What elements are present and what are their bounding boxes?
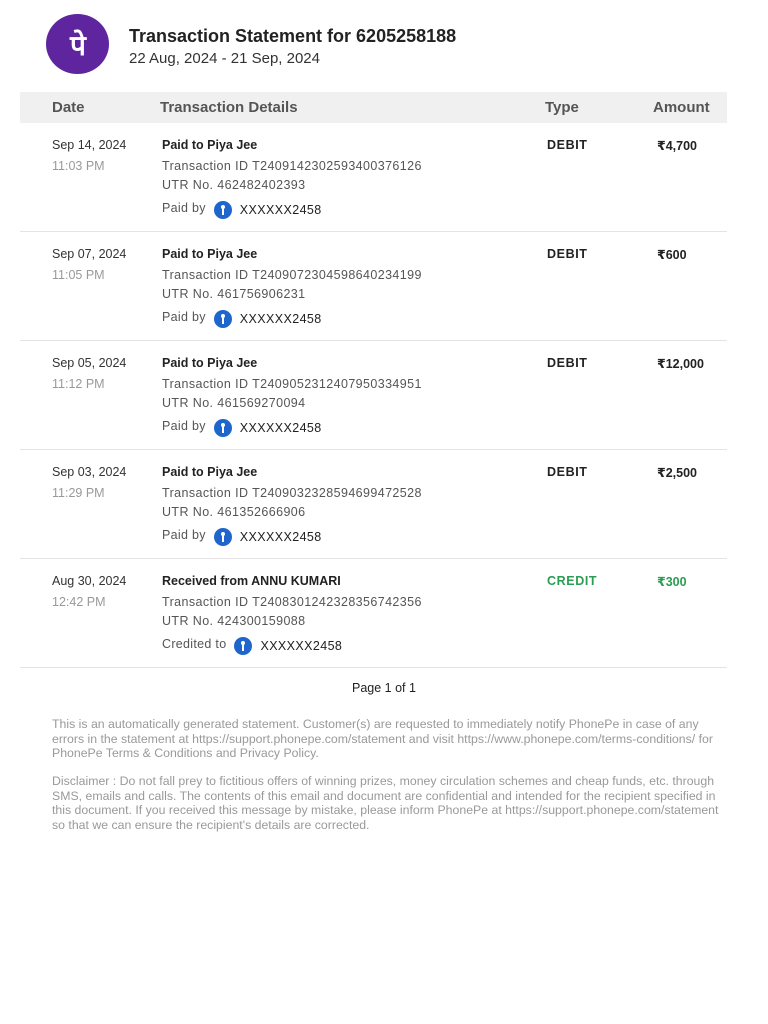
bank-icon: [214, 201, 232, 219]
statement-notice: This is an automatically generated statement. Customer(s) are requested to immediately notify PhonePe in case of any errors in the statement at https://support.phonepe.com/statement and visit https://www.phonepe.com/terms-conditions/ for PhonePe Terms & Conditions and Privacy Policy.: [52, 717, 713, 761]
payment-account: [162, 634, 342, 654]
payment-account-label: Paid by: [162, 310, 206, 324]
transaction-type: DEBIT: [547, 465, 588, 479]
payment-account: [162, 198, 322, 218]
transaction-id: Transaction ID T2409142302593400376126: [162, 159, 422, 173]
payment-account-label: Credited to: [162, 637, 227, 651]
transaction-id: Transaction ID T2408301242328356742356: [162, 595, 422, 609]
table-row: [20, 232, 727, 341]
payment-account: [162, 307, 322, 327]
phonepe-logo-icon: [58, 24, 98, 64]
transaction-date: Sep 14, 2024: [52, 138, 127, 152]
transaction-amount: ₹12,000: [657, 357, 704, 371]
svg-text:पे: पे: [69, 29, 86, 62]
column-header-details: Transaction Details: [160, 99, 298, 116]
transaction-list: [20, 123, 727, 668]
phonepe-logo: [46, 14, 109, 74]
transaction-time: 11:05 PM: [52, 268, 105, 282]
account-number: XXXXXX2458: [239, 312, 322, 326]
column-header-type: Type: [545, 99, 579, 116]
transaction-party: Paid to Piya Jee: [162, 465, 258, 479]
statement-title: Transaction Statement for 6205258188: [129, 26, 457, 46]
transaction-amount: ₹2,500: [657, 466, 697, 480]
table-row: [20, 341, 727, 450]
table-row: [20, 450, 727, 559]
column-header-amount: Amount: [653, 99, 710, 116]
payment-account-label: Paid by: [162, 528, 206, 542]
utr-number: UTR No. 462482402393: [162, 178, 306, 192]
transaction-amount: ₹300: [657, 575, 687, 589]
bank-icon: [214, 419, 232, 437]
transaction-type: DEBIT: [547, 138, 588, 152]
transaction-id: Transaction ID T2409032328594699472528: [162, 486, 422, 500]
transaction-type: CREDIT: [547, 574, 598, 588]
transaction-party: Received from ANNU KUMARI: [162, 574, 341, 588]
utr-number: UTR No. 424300159088: [162, 614, 306, 628]
payment-account-label: Paid by: [162, 419, 206, 433]
transaction-amount: ₹4,700: [657, 139, 697, 153]
statement-disclaimer: Disclaimer : Do not fall prey to fictitious offers of winning prizes, money circulation schemes and cheap funds, etc. through SMS, emails and calls. The contents of this email and document are confidential and intended for the recipient specified in this document. If you received this message by mistake, please inform PhonePe at https://support.phonepe.com/statement so that we can ensure the recipient's details are corrected.: [52, 774, 719, 832]
transaction-time: 11:29 PM: [52, 486, 105, 500]
bank-icon: [234, 637, 252, 655]
statement-date-range: 22 Aug, 2024 - 21 Sep, 2024: [129, 50, 320, 67]
transaction-time: 12:42 PM: [52, 595, 106, 609]
bank-icon: [214, 528, 232, 546]
transaction-party: Paid to Piya Jee: [162, 138, 258, 152]
table-row: [20, 123, 727, 232]
utr-number: UTR No. 461756906231: [162, 287, 306, 301]
transaction-date: Sep 03, 2024: [52, 465, 127, 479]
table-header: [20, 92, 727, 123]
transaction-amount: ₹600: [657, 248, 687, 262]
transaction-party: Paid to Piya Jee: [162, 247, 258, 261]
account-number: XXXXXX2458: [239, 421, 322, 435]
page-number: Page 1 of 1: [352, 681, 416, 695]
transaction-date: Sep 05, 2024: [52, 356, 127, 370]
transaction-type: DEBIT: [547, 247, 588, 261]
table-row: [20, 559, 727, 668]
transaction-date: Aug 30, 2024: [52, 574, 127, 588]
transaction-date: Sep 07, 2024: [52, 247, 127, 261]
transaction-time: 11:03 PM: [52, 159, 105, 173]
transaction-time: 11:12 PM: [52, 377, 105, 391]
transaction-party: Paid to Piya Jee: [162, 356, 258, 370]
transaction-type: DEBIT: [547, 356, 588, 370]
account-number: XXXXXX2458: [239, 203, 322, 217]
payment-account-label: Paid by: [162, 201, 206, 215]
account-number: XXXXXX2458: [239, 530, 322, 544]
bank-icon: [214, 310, 232, 328]
utr-number: UTR No. 461352666906: [162, 505, 306, 519]
payment-account: [162, 416, 322, 436]
transaction-id: Transaction ID T2409072304598640234199: [162, 268, 422, 282]
utr-number: UTR No. 461569270094: [162, 396, 306, 410]
payment-account: [162, 525, 322, 545]
column-header-date: Date: [52, 99, 85, 116]
transaction-id: Transaction ID T2409052312407950334951: [162, 377, 422, 391]
account-number: XXXXXX2458: [260, 639, 343, 653]
statement-header: [46, 14, 746, 74]
